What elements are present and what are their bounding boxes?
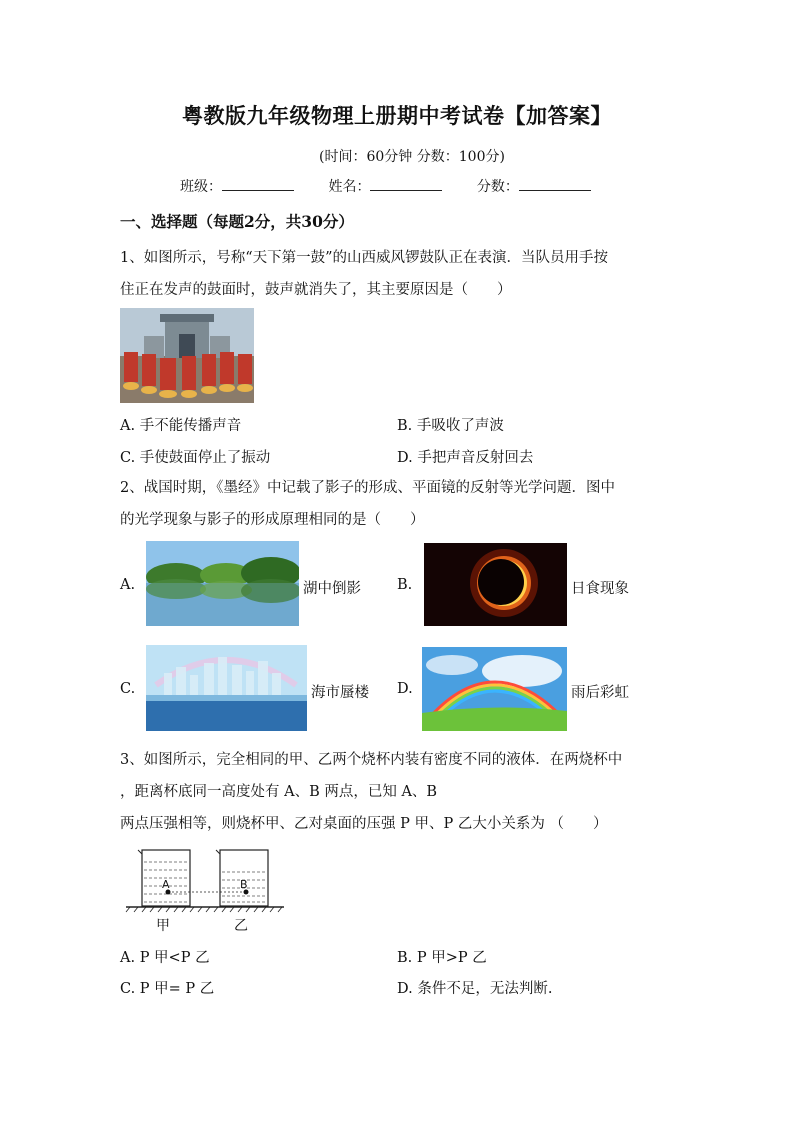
q3-option-d[interactable]: D. 条件不足，无法判断. xyxy=(397,981,553,997)
question-2: 2、战国时期，《墨经》中记载了影子的形成、平面镜的反射等光学问题．图中 的光学现象与影子的形成原理相同的是（ ） xyxy=(120,480,615,528)
point-b-label: B xyxy=(240,878,248,891)
q2-option-d-letter[interactable]: D. xyxy=(397,681,413,697)
point-a-label: A xyxy=(162,878,170,891)
q2-option-c-letter[interactable]: C. xyxy=(120,681,136,697)
q1-option-a[interactable]: A. 手不能传播声音 xyxy=(120,418,242,434)
beaker-jia-label: 甲 xyxy=(156,918,170,934)
q1-option-d[interactable]: D. 手把声音反射回去 xyxy=(397,450,534,466)
q3-option-c[interactable]: C. P 甲= P 乙 xyxy=(120,981,215,997)
rainbow-image xyxy=(422,647,567,731)
q2-option-a-text: 湖中倒影 xyxy=(303,581,361,597)
exam-info: (时间：60分钟 分数：100分) xyxy=(319,149,505,165)
lake-reflection-image xyxy=(146,541,299,626)
q3-option-a[interactable]: A. P 甲<P 乙 xyxy=(120,950,210,966)
beaker-yi-label: 乙 xyxy=(234,918,248,934)
question-3: 3、如图所示，完全相同的甲、乙两个烧杯内装有密度不同的液体．在两烧杯中 ，距离杯底同一高度处有 A、B 两点，已知 A、B 两点压强相等，则烧杯甲、乙对桌面的压强 P 甲、P 乙大小关系为 （ ） xyxy=(120,752,623,832)
score-blank[interactable] xyxy=(519,176,591,191)
q2-option-c-text: 海市蜃楼 xyxy=(311,685,369,701)
q2-option-a-letter[interactable]: A. xyxy=(120,577,136,593)
question-1: 1、如图所示，号称“天下第一鼓”的山西威风锣鼓队正在表演．当队员用手按 住正在发声的鼓面时，鼓声就消失了，其主要原因是（ ） xyxy=(120,250,609,298)
drum-performance-image xyxy=(120,308,254,403)
student-fields xyxy=(180,176,621,196)
name-field[interactable]: 姓名： xyxy=(328,176,442,196)
class-blank[interactable] xyxy=(222,176,294,191)
section-heading: 一、选择题（每题2分，共30分） xyxy=(120,212,354,231)
q2-option-b-text: 日食现象 xyxy=(571,581,629,597)
score-field[interactable]: 分数： xyxy=(477,176,591,196)
name-blank[interactable] xyxy=(370,176,442,191)
page-title: 粤教版九年级物理上册期中考试卷【加答案】 xyxy=(182,103,612,128)
class-field[interactable]: 班级： xyxy=(180,176,294,196)
q2-option-b-letter[interactable]: B. xyxy=(397,577,413,593)
q3-option-b[interactable]: B. P 甲>P 乙 xyxy=(397,950,487,966)
mirage-image xyxy=(146,645,307,731)
q2-option-d-text: 雨后彩虹 xyxy=(571,685,629,701)
solar-eclipse-image xyxy=(424,543,567,626)
beakers-diagram xyxy=(124,838,286,938)
q1-option-b[interactable]: B. 手吸收了声波 xyxy=(397,418,504,434)
q1-option-c[interactable]: C. 手使鼓面停止了振动 xyxy=(120,450,271,466)
